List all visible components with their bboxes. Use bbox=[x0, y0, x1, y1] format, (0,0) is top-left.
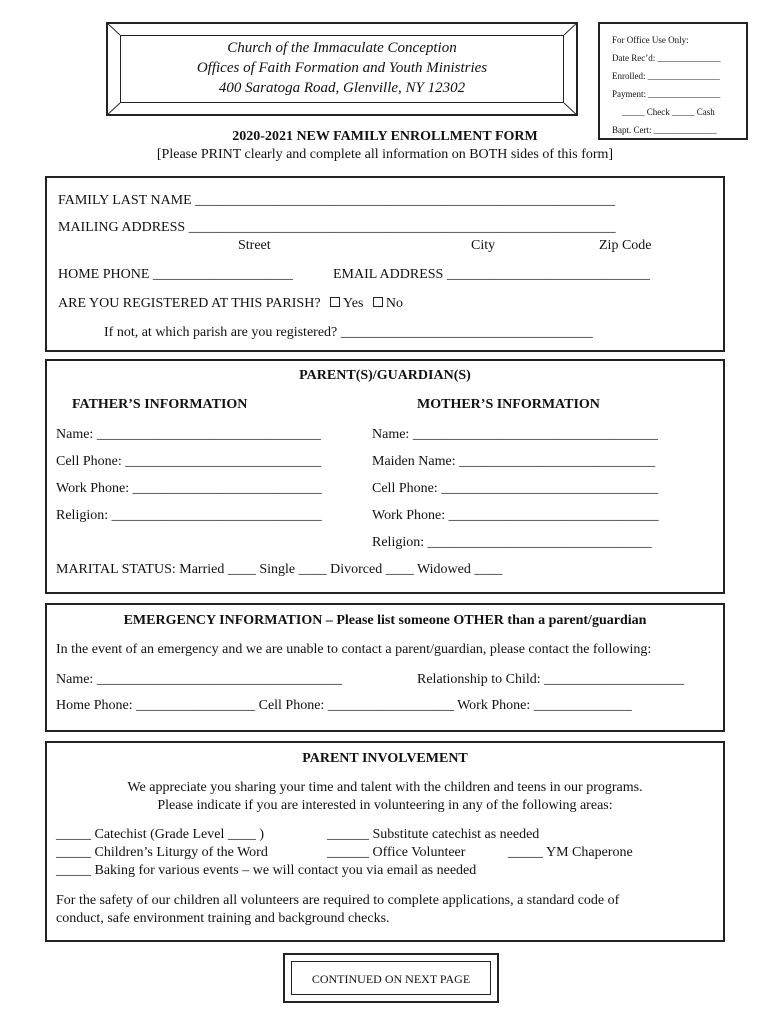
office-check-cash[interactable]: _____ Check _____ Cash bbox=[622, 107, 715, 117]
mother-religion-field[interactable]: Religion: ________________________________ bbox=[372, 535, 652, 550]
continued-box bbox=[283, 953, 499, 1003]
emergency-section bbox=[45, 603, 725, 732]
mailing-address-field[interactable]: MAILING ADDRESS _____________________________________________________________ bbox=[58, 220, 616, 235]
zip-label: Zip Code bbox=[599, 238, 652, 253]
form-subtitle: [Please PRINT clearly and complete all information on BOTH sides of this form] bbox=[156, 147, 614, 162]
office-enrolled[interactable]: Enrolled: ________________ bbox=[612, 71, 720, 81]
yes-option[interactable]: Yes bbox=[330, 296, 363, 311]
office-use-box bbox=[598, 22, 748, 140]
registered-question bbox=[58, 296, 403, 312]
substitute-option[interactable]: ______ Substitute catechist as needed bbox=[327, 827, 540, 842]
office-baptism-cert[interactable]: Bapt. Cert: ______________ bbox=[612, 125, 717, 135]
office-title: For Office Use Only: bbox=[612, 35, 689, 45]
church-address: 400 Saratoga Road, Glenville, NY 12302 bbox=[218, 80, 466, 96]
continued-label: CONTINUED ON NEXT PAGE bbox=[291, 961, 491, 995]
email-field[interactable]: EMAIL ADDRESS _____________________________ bbox=[333, 267, 650, 282]
office-payment[interactable]: Payment: ________________ bbox=[612, 89, 721, 99]
yes-checkbox[interactable] bbox=[330, 297, 340, 307]
parents-section bbox=[45, 359, 725, 594]
city-label: City bbox=[471, 238, 496, 253]
father-heading: FATHER’S INFORMATION bbox=[72, 397, 248, 412]
registered-label: ARE YOU REGISTERED AT THIS PARISH? bbox=[58, 296, 321, 311]
childrens-liturgy-option[interactable]: _____ Children’s Liturgy of the Word bbox=[56, 845, 268, 860]
mother-name-field[interactable]: Name: ___________________________________ bbox=[372, 427, 658, 442]
ym-chaperone-option[interactable]: _____ YM Chaperone bbox=[508, 845, 633, 860]
office-name: Offices of Faith Formation and Youth Ministries bbox=[196, 60, 488, 76]
father-religion-field[interactable]: Religion: ______________________________ bbox=[56, 508, 322, 523]
street-label: Street bbox=[238, 238, 271, 253]
other-parish-field[interactable]: If not, at which parish are you registered? ____________________________________ bbox=[104, 325, 593, 340]
no-option[interactable]: No bbox=[373, 296, 403, 311]
emergency-phones-field[interactable]: Home Phone: _________________ Cell Phone: __________________ Work Phone: ______________ bbox=[56, 698, 632, 713]
marital-status-field[interactable]: MARITAL STATUS: Married ____ Single ____ Divorced ____ Widowed ____ bbox=[56, 562, 503, 577]
family-last-name-field[interactable]: FAMILY LAST NAME ____________________________________________________________ bbox=[58, 193, 616, 208]
form-title: 2020-2021 NEW FAMILY ENROLLMENT FORM bbox=[232, 129, 538, 144]
baking-option[interactable]: _____ Baking for various events – we will contact you via email as needed bbox=[56, 863, 477, 878]
parents-heading: PARENT(S)/GUARDIAN(S) bbox=[299, 368, 471, 383]
involvement-paragraph-2: Please indicate if you are interested in volunteering in any of the following areas: bbox=[157, 798, 613, 813]
office-date-received[interactable]: Date Rec’d: ______________ bbox=[612, 53, 721, 63]
safety-note-line-2: conduct, safe environment training and background checks. bbox=[56, 911, 390, 926]
mother-cell-field[interactable]: Cell Phone: _______________________________ bbox=[372, 481, 659, 496]
no-checkbox[interactable] bbox=[373, 297, 383, 307]
mother-maiden-field[interactable]: Maiden Name: ____________________________ bbox=[372, 454, 656, 469]
emergency-relationship-field[interactable]: Relationship to Child: ____________________ bbox=[417, 672, 685, 687]
home-phone-field[interactable]: HOME PHONE ____________________ bbox=[58, 267, 293, 282]
father-name-field[interactable]: Name: ________________________________ bbox=[56, 427, 321, 442]
involvement-paragraph-1: We appreciate you sharing your time and talent with the children and teens in our programs. bbox=[127, 780, 643, 795]
father-cell-field[interactable]: Cell Phone: ____________________________ bbox=[56, 454, 322, 469]
safety-note-line-1: For the safety of our children all volunteers are required to complete applications, a standard code of bbox=[56, 893, 620, 908]
involvement-section bbox=[45, 741, 725, 942]
church-name: Church of the Immaculate Conception bbox=[227, 40, 457, 56]
emergency-heading: EMERGENCY INFORMATION – Please list someone OTHER than a parent/guardian bbox=[123, 613, 647, 628]
emergency-intro: In the event of an emergency and we are unable to contact a parent/guardian, please contact the following: bbox=[56, 642, 652, 657]
catechist-option[interactable]: _____ Catechist (Grade Level ____ ) bbox=[56, 827, 264, 842]
emergency-name-field[interactable]: Name: ___________________________________ bbox=[56, 672, 342, 687]
father-work-field[interactable]: Work Phone: ___________________________ bbox=[56, 481, 322, 496]
involvement-heading: PARENT INVOLVEMENT bbox=[302, 751, 468, 766]
mother-heading: MOTHER’S INFORMATION bbox=[417, 397, 600, 412]
header-text bbox=[120, 38, 564, 98]
office-volunteer-option[interactable]: ______ Office Volunteer bbox=[327, 845, 466, 860]
family-section bbox=[45, 176, 725, 352]
mother-work-field[interactable]: Work Phone: ______________________________ bbox=[372, 508, 659, 523]
